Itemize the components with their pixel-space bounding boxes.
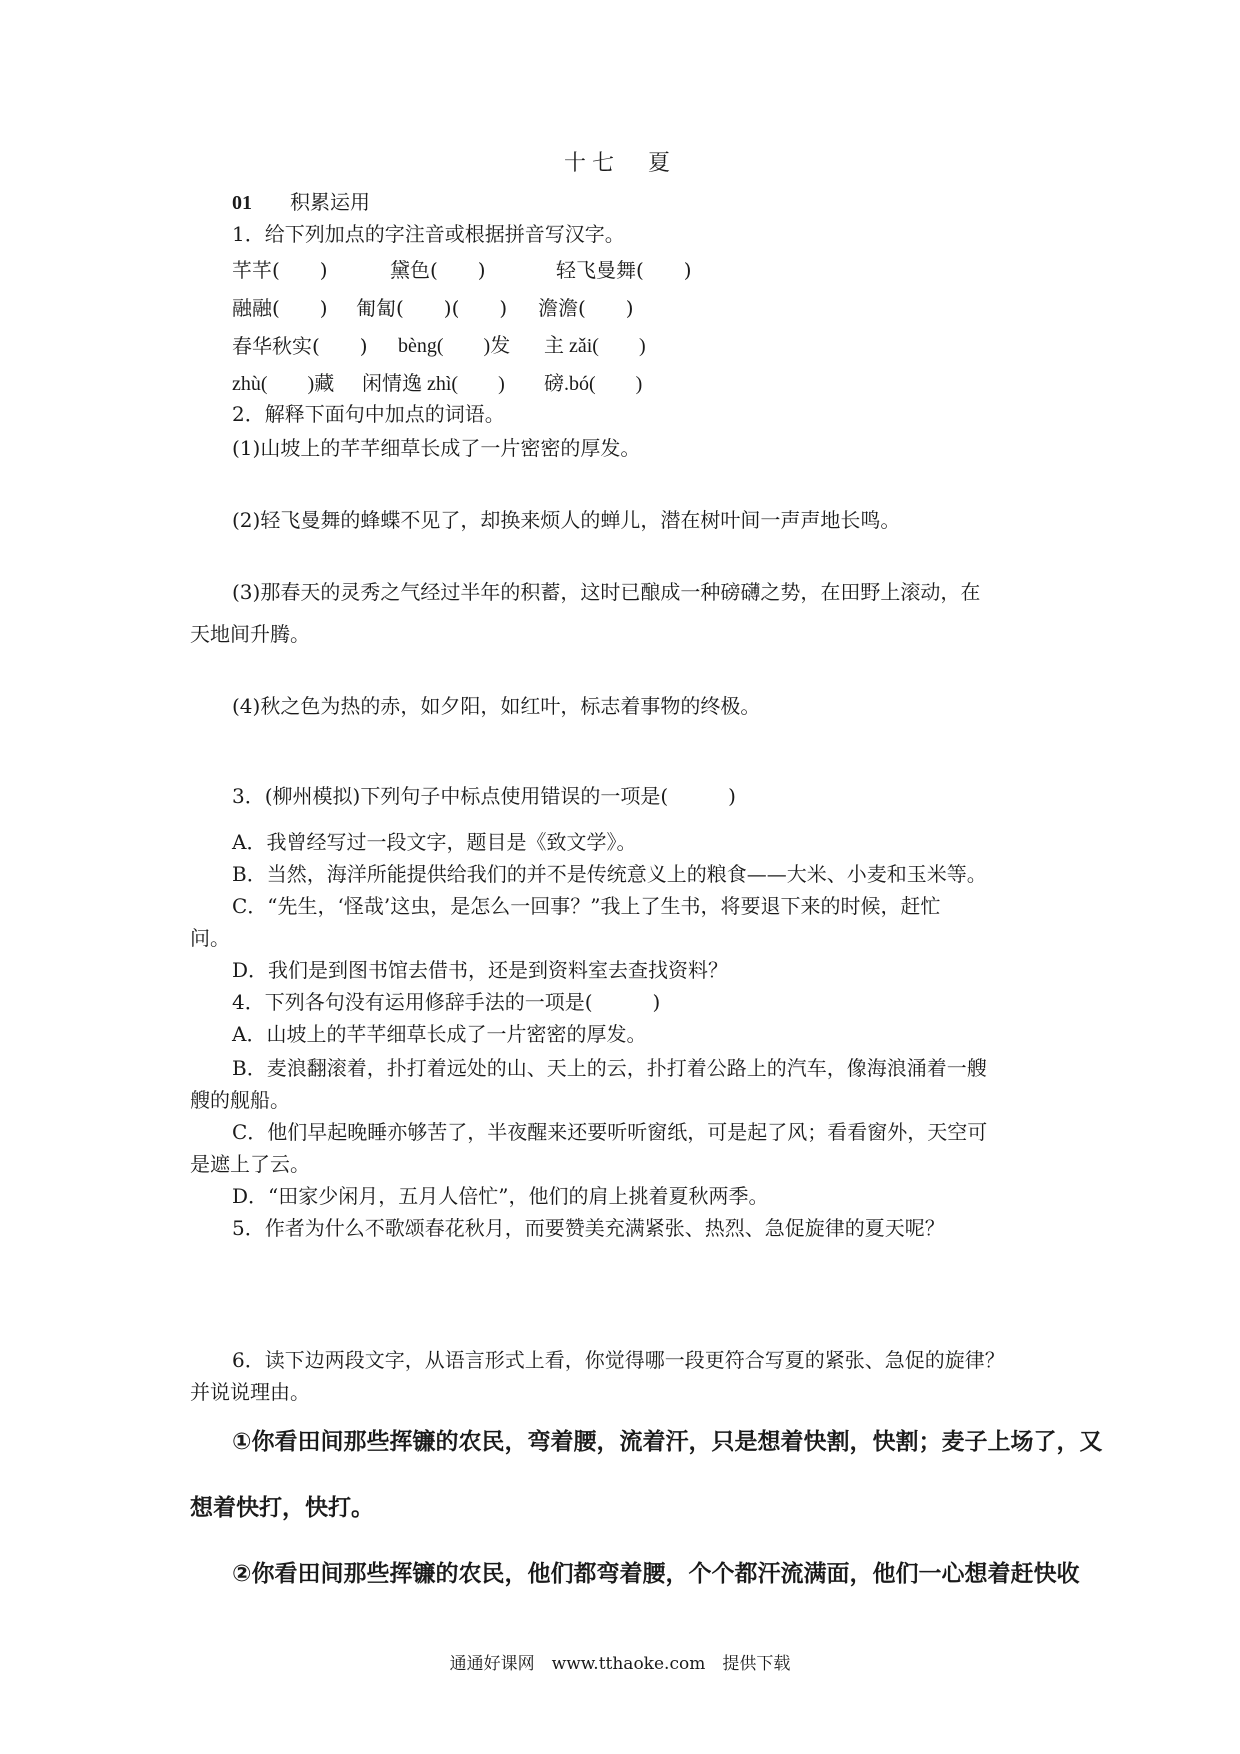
q3-option-d: D．我们是到图书馆去借书，还是到资料室去查找资料？	[232, 958, 729, 982]
section-number: 01	[232, 192, 252, 214]
q2-sentence-3a: (3)那春天的灵秀之气经过半年的积蓄，这时已酿成一种磅礴之势，在田野上滚动，在	[232, 580, 981, 604]
q6-passage-2a: ②你看田间那些挥镰的农民，他们都弯着腰，个个都汗流满面，他们一心想着赶快收	[232, 1561, 1080, 1587]
q2-label: 2．解释下面句中加点的词语。	[232, 402, 505, 426]
q1-line1-item2: 黛色( )	[390, 258, 486, 282]
q2-sentence-2: (2)轻飞曼舞的蜂蝶不见了，却换来烦人的蝉儿，潜在树叶间一声声地长鸣。	[232, 508, 901, 532]
q1-line3-item1: 春华秋实( )	[232, 334, 368, 358]
q4-option-d: D．“田家少闲月，五月人倍忙”，他们的肩上挑着夏秋两季。	[232, 1184, 769, 1208]
q4-option-c2: 是遮上了云。	[190, 1152, 310, 1176]
q1-label: 1．给下列加点的字注音或根据拼音写汉字。	[232, 222, 625, 246]
q3-option-c2: 问。	[190, 926, 230, 950]
q6-passage-1b: 想着快打，快打。	[190, 1495, 374, 1521]
q5-label: 5．作者为什么不歌颂春花秋月，而要赞美充满紧张、热烈、急促旋律的夏天呢？	[232, 1216, 945, 1240]
q4-option-c1: C．他们早起晚睡亦够苦了，半夜醒来还要听听窗纸，可是起了风；看看窗外，天空可	[232, 1120, 988, 1144]
q6-label-2: 并说说理由。	[190, 1380, 310, 1404]
q4-option-b1: B．麦浪翻滚着，扑打着远处的山、天上的云，扑打着公路上的汽车，像海浪涌着一艘	[232, 1056, 987, 1080]
q1-line3-item3: 主 zǎi( )	[544, 335, 646, 357]
q1-line4-item3: 磅.bó( )	[544, 373, 643, 395]
q4-label: 4．下列各句没有运用修辞手法的一项是( )	[232, 990, 661, 1014]
q3-label: 3．(柳州模拟)下列句子中标点使用错误的一项是( )	[232, 784, 736, 808]
footer-credit: 通通好课网 www.tthaoke.com 提供下载	[449, 1654, 791, 1674]
q1-line1-item3: 轻飞曼舞( )	[556, 258, 692, 282]
page-title: 十七 夏	[563, 151, 676, 176]
q2-sentence-4: (4)秋之色为热的赤，如夕阳，如红叶，标志着事物的终极。	[232, 694, 761, 718]
q1-line4-item2: 闲情逸 zhì( )	[362, 373, 505, 395]
q2-sentence-3b: 天地间升腾。	[190, 622, 310, 646]
q3-option-a: A．我曾经写过一段文字，题目是《致文学》。	[232, 830, 637, 854]
q4-option-a: A．山坡上的芊芊细草长成了一片密密的厚发。	[232, 1022, 647, 1046]
q1-line2-item2: 匍匐( )( )	[356, 296, 508, 320]
q1-line2-item1: 融融( )	[232, 296, 328, 320]
q4-option-b2: 艘的舰船。	[190, 1088, 290, 1112]
q6-passage-1a: ①你看田间那些挥镰的农民，弯着腰，流着汗，只是想着快割，快割；麦子上场了，又	[232, 1429, 1103, 1455]
q1-line2-item3: 澹澹( )	[538, 296, 634, 320]
q2-sentence-1: (1)山坡上的芊芊细草长成了一片密密的厚发。	[232, 436, 641, 460]
section-name: 积累运用	[290, 190, 370, 214]
q3-option-c1: C．“先生，‘怪哉’这虫，是怎么一回事？”我上了生书，将要退下来的时候，赶忙	[232, 894, 941, 918]
q1-line1-item1: 芊芊( )	[232, 258, 328, 282]
q1-line3-item2: bèng( )发	[398, 335, 511, 357]
q3-option-b: B．当然，海洋所能提供给我们的并不是传统意义上的粮食——大米、小麦和玉米等。	[232, 862, 987, 886]
section-heading	[232, 190, 370, 215]
q6-label-1: 6．读下边两段文字，从语言形式上看，你觉得哪一段更符合写夏的紧张、急促的旋律？	[232, 1348, 1005, 1372]
q1-line4-item1: zhù( )藏	[232, 373, 335, 395]
